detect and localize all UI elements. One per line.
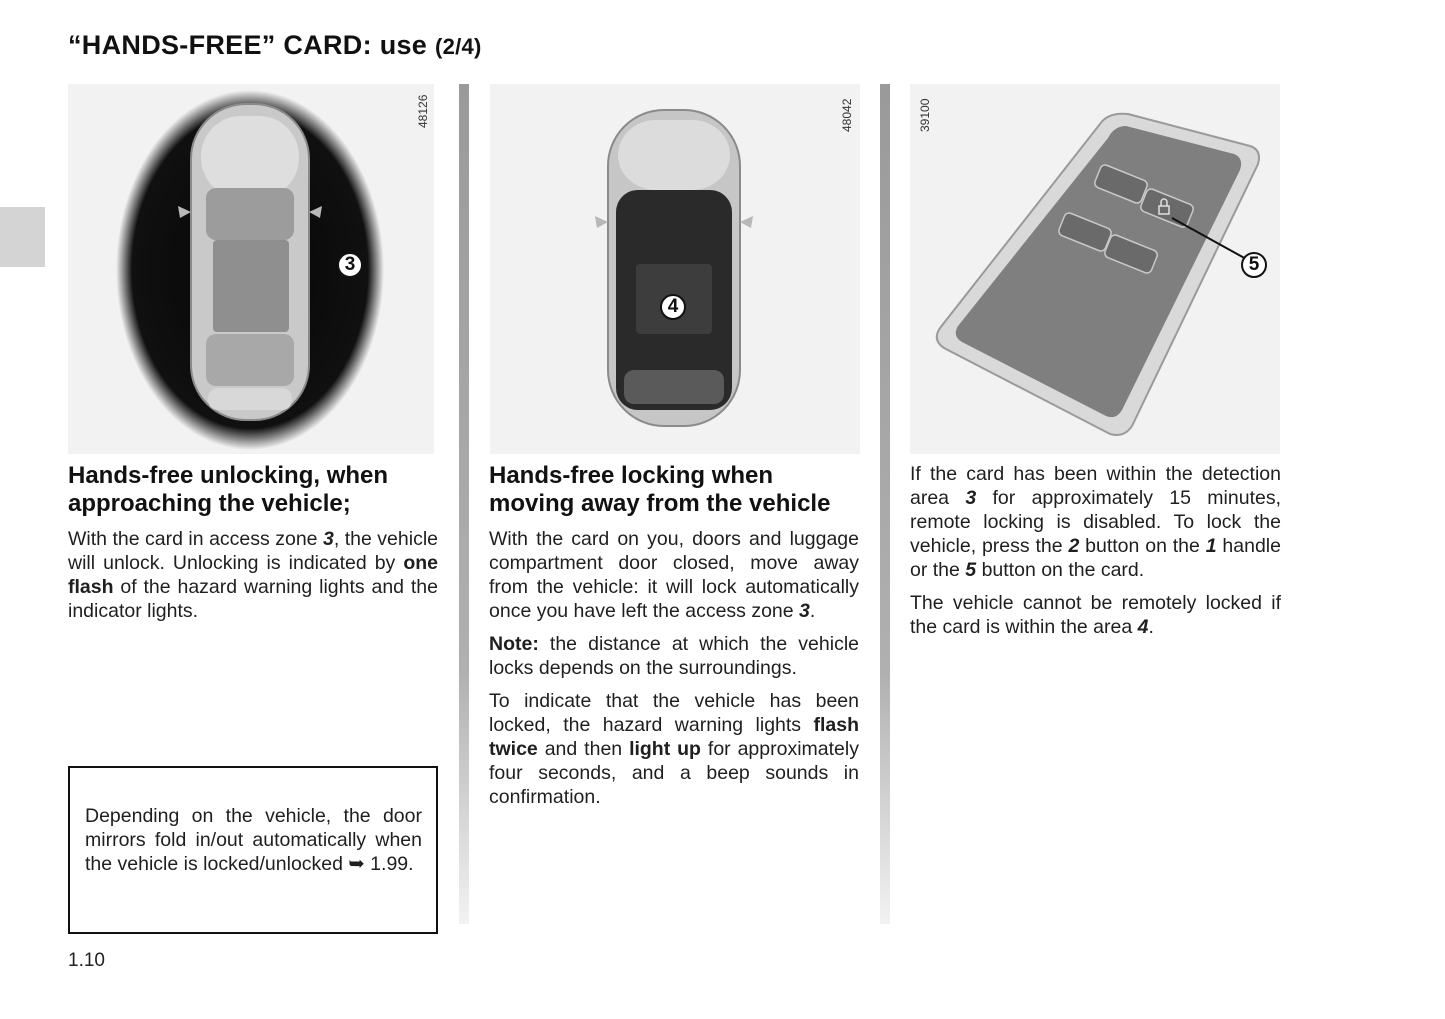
text-segment: . [809, 600, 816, 622]
title-text: “HANDS-FREE” CARD: use [68, 30, 428, 60]
arrow-icon: ➥ [348, 853, 365, 875]
note-body: Depending on the vehicle, the door mirrors fold in/out automatically when the vehicle is locked/unlocked [85, 805, 422, 875]
remote-locking-paragraph [910, 462, 1281, 582]
column-remote-locking [910, 462, 1281, 648]
text-segment: for approximately four seconds, and a beep sounds in confirmation. [489, 738, 859, 808]
emphasis-text: flash twice [489, 714, 859, 760]
text-segment: If the card has been within the detection area [910, 463, 1281, 509]
handle-reference: 1 [1205, 535, 1217, 557]
figure-unlocking-zone [68, 84, 434, 454]
zone-reference: 4 [1137, 616, 1149, 638]
figure-reference-number: 48126 [416, 94, 430, 128]
zone-reference: 3 [965, 487, 977, 509]
text-segment: , the vehicle will unlock. Unlocking is indicated by [68, 528, 438, 574]
figure-reference-number: 39100 [918, 98, 932, 132]
figure-hands-free-card [910, 84, 1280, 454]
note-text [85, 804, 422, 876]
callout-marker: 3 [337, 252, 363, 278]
button-reference: 2 [1068, 535, 1080, 557]
column-locking [489, 462, 859, 818]
emphasis-text: light up [629, 738, 701, 760]
text-segment: The vehicle cannot be remotely locked if the card is within the area [910, 592, 1281, 638]
page-reference: 1.99. [364, 853, 414, 875]
figure-reference-number: 48042 [840, 98, 854, 132]
text-segment: To indicate that the vehicle has been locked, the hazard warning lights [489, 690, 859, 736]
text-segment: the distance at which the vehicle locks depends on the surroundings. [489, 633, 859, 679]
text-segment: With the card in access zone [68, 528, 323, 550]
title-part: (2/4) [434, 34, 482, 59]
section-heading-locking: Hands-free locking when moving away from the vehicle [489, 462, 831, 517]
card-illustration [910, 84, 1280, 454]
text-segment: for approximately 15 minutes, remote locking is disabled. To lock the vehicle, press the [910, 487, 1281, 557]
zone-reference: 3 [799, 600, 810, 622]
column-unlocking [68, 462, 438, 632]
note-paragraph [489, 632, 859, 680]
car-top-view [595, 110, 753, 426]
text-segment: of the hazard warning lights and the indicator lights. [68, 576, 438, 622]
text-segment: button on the [1079, 535, 1206, 557]
text-segment: and then [537, 738, 630, 760]
remote-lock-restriction-paragraph [910, 591, 1281, 639]
note-box [68, 766, 438, 934]
car-in-zone-illustration [68, 84, 434, 454]
section-tab [0, 207, 45, 267]
car-top-view [178, 104, 322, 420]
column-separator-right [880, 84, 890, 924]
card-button-reference: 5 [965, 559, 977, 581]
figure-locking-zone [490, 84, 860, 454]
section-heading-unlocking: Hands-free unlocking, when approaching the vehicle; [68, 462, 389, 517]
confirmation-paragraph [489, 689, 859, 809]
car-zone-illustration [490, 84, 860, 454]
column-separator-left [459, 84, 469, 924]
emphasis-text: one flash [68, 552, 438, 598]
text-segment: button on the card. [976, 559, 1145, 581]
text-segment: With the card on you, doors and luggage compartment door closed, move away from the vehicle: it will lock automatically once you have left the access zone [489, 528, 859, 622]
unlocking-paragraph [68, 527, 438, 623]
text-segment: . [1148, 616, 1154, 638]
zone-reference: 3 [322, 528, 334, 550]
locking-paragraph [489, 527, 859, 623]
card-body [937, 114, 1259, 435]
callout-marker: 5 [1241, 252, 1267, 278]
callout-marker: 4 [660, 294, 686, 320]
text-segment: handle or the [910, 535, 1281, 581]
note-label: Note: [489, 633, 539, 655]
page-number: 1.10 [68, 950, 105, 971]
page-title [68, 30, 482, 61]
